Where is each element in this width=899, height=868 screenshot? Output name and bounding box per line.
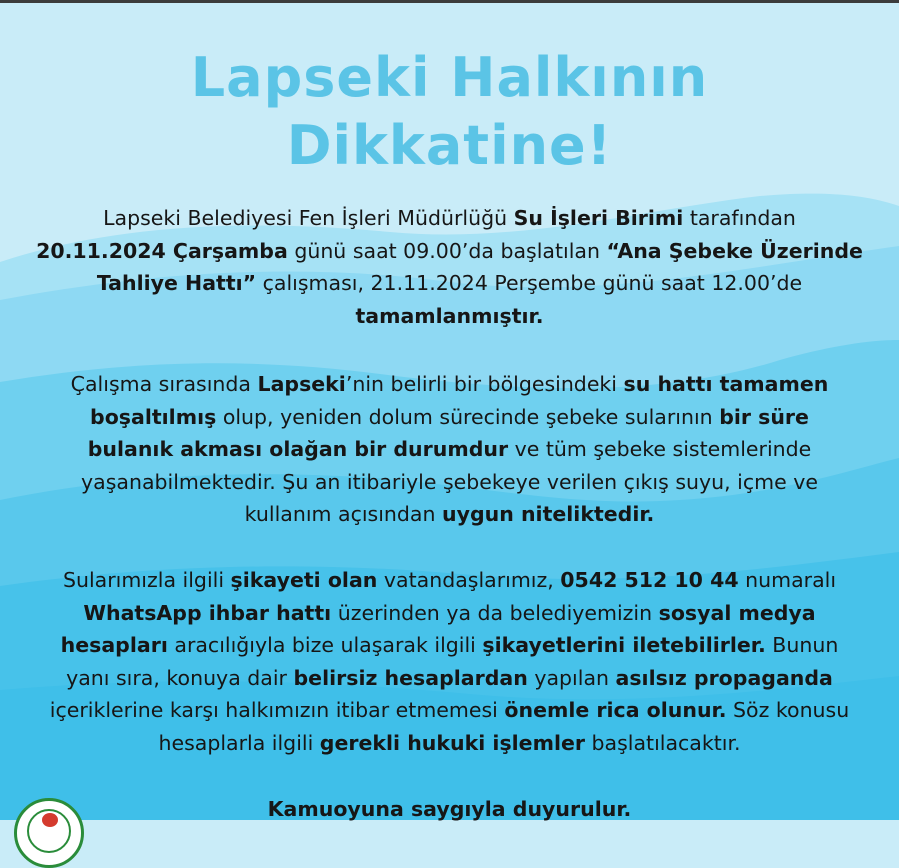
text-segment: vatandaşlarımız,: [377, 568, 561, 592]
text-segment: numaralı: [738, 568, 837, 592]
text-segment: aracılığıyla bize ulaşarak ilgili: [167, 633, 483, 658]
text-segment: ’nin belirli bir bölgesindeki: [345, 372, 624, 396]
bold-segment: Lapseki: [257, 372, 346, 396]
bold-segment: tamamlanmıştır.: [355, 303, 544, 328]
text-segment: yapılan: [527, 665, 616, 690]
text-segment: Çalışma sırasında: [70, 372, 258, 396]
bold-segment: 20.11.2024 Çarşamba: [36, 238, 288, 263]
closing-statement: Kamuoyuna saygıyla duyurulur.: [267, 797, 632, 821]
bold-segment: uygun niteliktedir.: [441, 502, 655, 527]
text-segment: kullanım açısından: [244, 502, 442, 527]
bold-segment: Su İşleri Birimi: [513, 206, 684, 230]
bold-segment: WhatsApp ihbar hattı: [83, 600, 332, 625]
text-segment: başlatılacaktır.: [585, 730, 741, 755]
text-segment: Söz konusu: [726, 698, 850, 723]
text-segment: içeriklerine karşı halkımızın itibar etmemesi: [49, 698, 505, 723]
bold-segment: bulanık akması olağan bir durumdur: [87, 437, 509, 462]
text-segment: hesaplarla ilgili: [158, 730, 320, 755]
bold-segment: “Ana Şebeke Üzerinde: [606, 238, 863, 263]
title-line-1: Lapseki Halkının: [190, 46, 709, 109]
text-segment: olup, yeniden dolum sürecinde şebeke sularının: [216, 404, 720, 429]
text-segment: ve tüm şebeke sistemlerinde: [508, 437, 812, 462]
text-segment: çalışması, 21.11.2024 Perşembe günü saat 12.00’de: [256, 271, 803, 296]
text-segment: yaşanabilmektedir. Şu an itibariyle şebekeye verilen çıkış suyu, içme ve: [81, 469, 818, 494]
bold-segment: belirsiz hesaplardan: [293, 665, 528, 690]
paragraph-complaint-contact: [0, 564, 899, 760]
page-title: [0, 44, 899, 180]
text-segment: Lapseki Belediyesi Fen İşleri Müdürlüğü: [103, 206, 514, 230]
paragraph-completion-notice: [0, 202, 899, 332]
paragraph-water-turbidity: [0, 368, 899, 531]
bold-segment: sosyal medya: [658, 600, 816, 625]
title-line-2: Dikkatine!: [286, 114, 613, 177]
bold-segment: Tahliye Hattı”: [96, 271, 257, 296]
text-segment: Bunun: [765, 633, 839, 658]
bold-segment: önemle rica olunur.: [504, 698, 727, 723]
text-segment: tarafından: [683, 206, 796, 230]
text-segment: Sularımızla ilgili: [62, 568, 231, 592]
bold-segment: asılsız propaganda: [615, 665, 833, 690]
bold-segment: bir süre: [719, 404, 809, 429]
text-segment: yanı sıra, konuya dair: [66, 665, 294, 690]
phone-number: 0542 512 10 44: [560, 568, 739, 592]
bold-segment: boşaltılmış: [90, 404, 217, 429]
bold-segment: hesapları: [60, 633, 168, 658]
bold-segment: şikayeti olan: [230, 568, 378, 592]
text-segment: üzerinden ya da belediyemizin: [331, 600, 659, 625]
text-segment: günü saat 09.00’da başlatılan: [287, 238, 607, 263]
bold-segment: su hattı tamamen: [623, 372, 829, 396]
bold-segment: gerekli hukuki işlemler: [319, 730, 585, 755]
bold-segment: şikayetlerini iletebilirler.: [482, 633, 766, 658]
